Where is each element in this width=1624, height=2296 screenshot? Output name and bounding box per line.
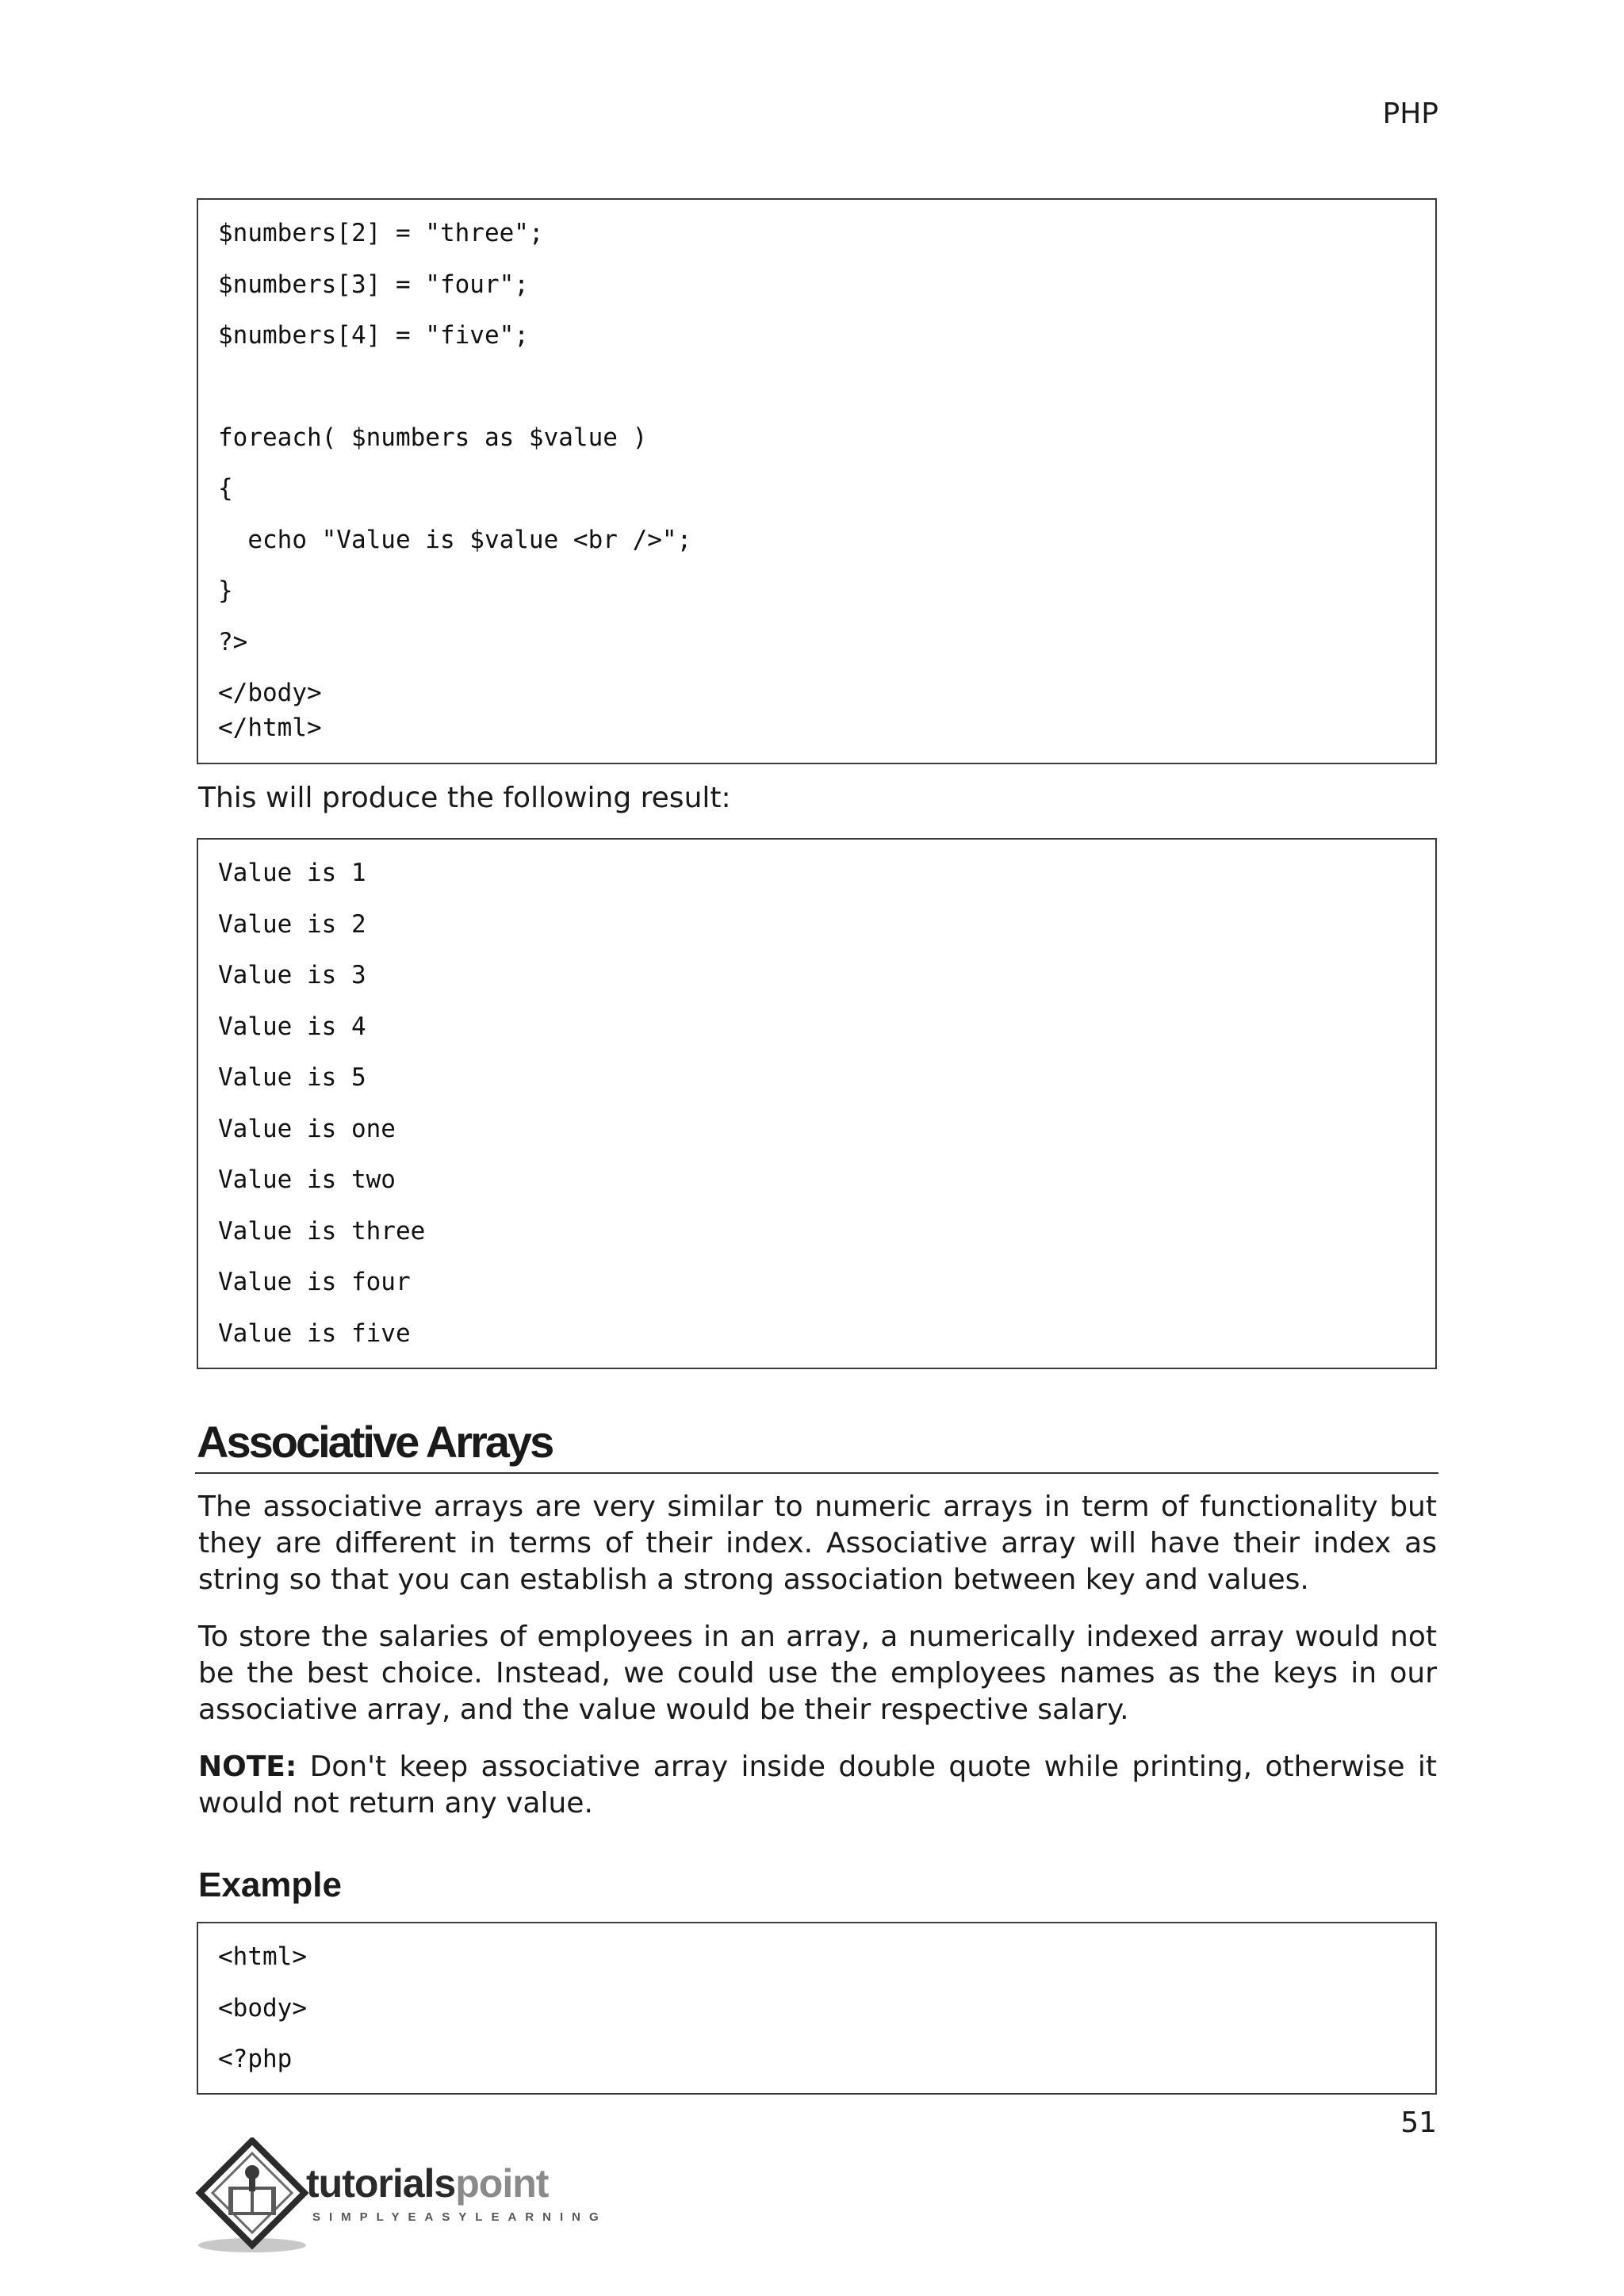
tutorialspoint-logo — [195, 2137, 607, 2256]
output-block — [197, 838, 1437, 1369]
code-line: <?php — [218, 2045, 293, 2073]
code-line: <body> — [218, 1994, 307, 2022]
page-number: 51 — [1400, 2107, 1437, 2139]
output-line: Value is 3 — [218, 961, 366, 989]
example-heading: Example — [198, 1866, 342, 1904]
output-line: Value is 2 — [218, 910, 366, 939]
code-line: $numbers[2] = "three"; — [218, 219, 544, 247]
code-block — [197, 1922, 1437, 2095]
output-line: Value is two — [218, 1165, 396, 1194]
code-line: foreach( $numbers as $value ) — [218, 423, 648, 452]
paragraph: To store the salaries of employees in an array, a numerically indexed array would not be the best choice. Instead, we could use the employees names as the keys in our associative array, and the value would be their respective salary. — [198, 1621, 1437, 1726]
output-line: Value is 1 — [218, 859, 366, 887]
code-line: $numbers[3] = "four"; — [218, 270, 529, 299]
logo-emblem-icon — [195, 2137, 322, 2256]
output-line: Value is 5 — [218, 1063, 366, 1092]
heading-rule — [195, 1472, 1438, 1474]
code-line: echo "Value is $value <br />"; — [218, 526, 692, 554]
note-label: NOTE: — [198, 1751, 297, 1783]
page-header-title: PHP — [1382, 98, 1438, 130]
code-line: </body> — [218, 679, 322, 707]
code-block — [197, 198, 1437, 764]
note-paragraph — [198, 1749, 1437, 1822]
result-intro: This will produce the following result: — [198, 782, 731, 814]
logo-tagline: SIMPLYEASYLEARNING — [312, 2210, 607, 2224]
output-line: Value is three — [218, 1217, 426, 1246]
output-line: Value is one — [218, 1115, 396, 1143]
code-line: { — [218, 474, 233, 503]
output-line: Value is four — [218, 1268, 411, 1296]
code-line: ?> — [218, 628, 248, 656]
code-line: $numbers[4] = "five"; — [218, 321, 529, 350]
code-line: } — [218, 576, 233, 605]
section-heading: Associative Arrays — [197, 1417, 553, 1467]
code-line: <html> — [218, 1942, 307, 1971]
output-line: Value is five — [218, 1319, 411, 1348]
note-text: Don't keep associative array inside double quote while printing, otherwise it would not return any value. — [198, 1751, 1437, 1820]
logo-wordmark: tutorialspoint — [306, 2161, 549, 2206]
output-line: Value is 4 — [218, 1012, 366, 1041]
paragraph: The associative arrays are very similar to numeric arrays in term of functionality but they are different in terms of their index. Associative array will have their index as string so that you can establish a strong association between key and values. — [198, 1490, 1437, 1596]
code-line: </html> — [218, 714, 322, 742]
